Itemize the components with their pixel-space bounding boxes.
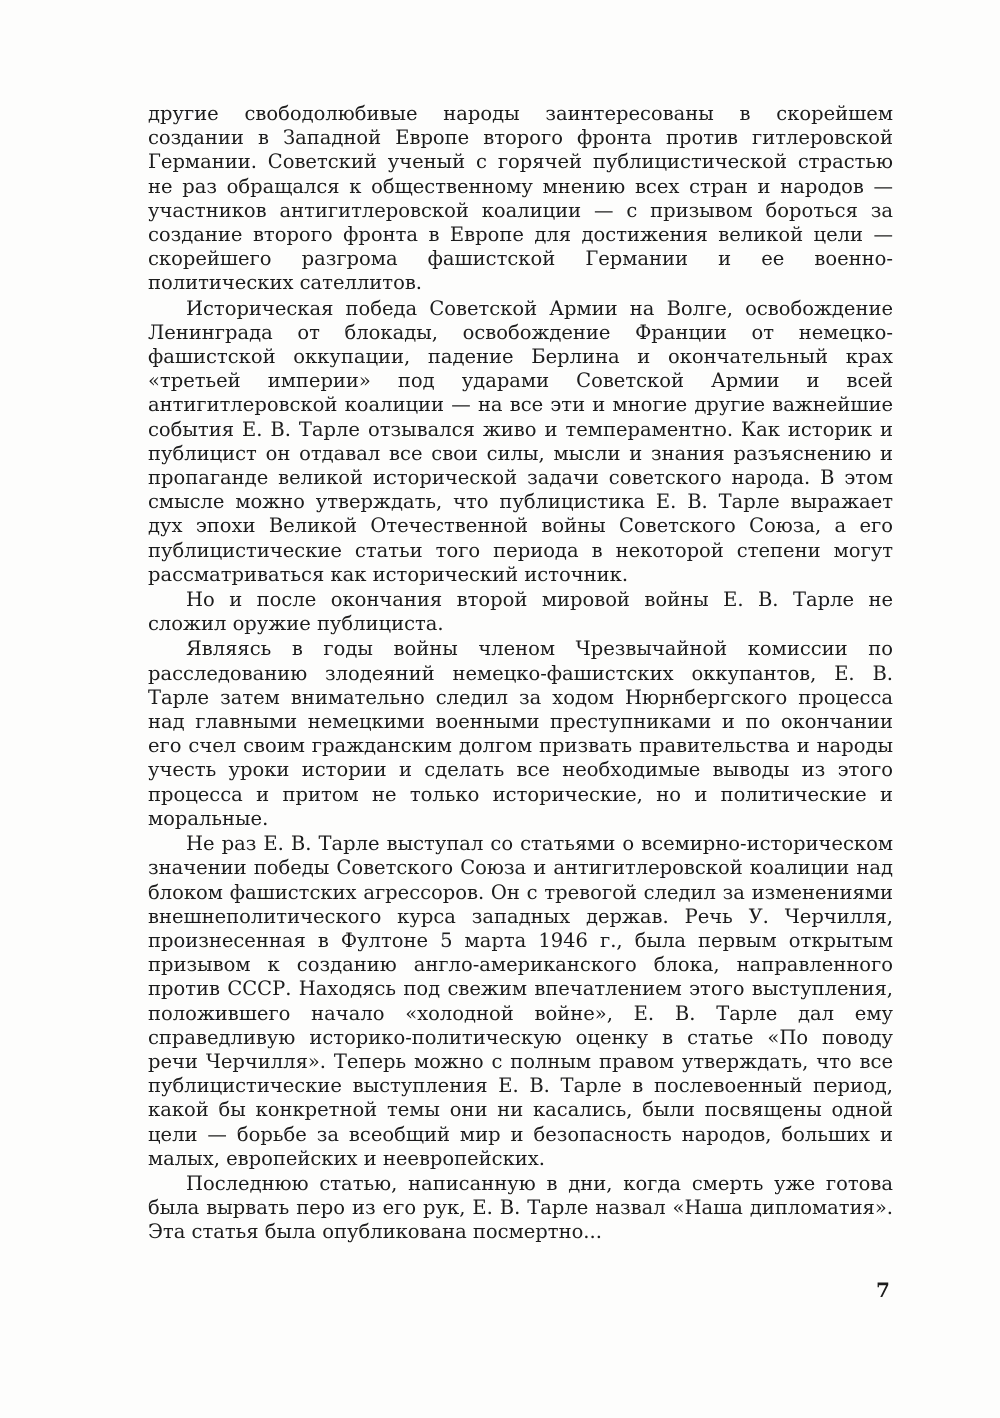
body-text bbox=[148, 102, 893, 1245]
paragraph-6: Последнюю статью, написанную в дни, когда смерть уже готова была вырвать перо из его рук, Е. В. Тарле назвал «Наша дипломатия». Эта статья была опубликована посмертно... bbox=[148, 1171, 893, 1244]
paragraph-1: другие свободолюбивые народы заинтересованы в скорейшем создании в Западной Европе второго фронта против гитлеровской Германии. Советский ученый с горячей публицистической страстью не раз обращался к общественному мнению всех стран и народов — участников антигитлеровской коалиции — с призывом бороться за создание второго фронта в Европе для достижения великой цели — скорейшего разгрома фашистской Германии и ее военно-политических сателлитов. bbox=[148, 102, 893, 295]
page-number: 7 bbox=[876, 1278, 890, 1302]
paragraph-2: Историческая победа Советской Армии на Волге, освобождение Ленинграда от блокады, освобождение Франции от немецко-фашистской оккупации, падение Берлина и окончательный крах «третьей империи» под ударами Советской Армии и всей антигитлеровской коалиции — на все эти и многие другие важнейшие события Е. В. Тарле отзывался живо и темпераментно. Как историк и публицист он отдавал все свои силы, мысли и знания разъяснению и пропаганде великой исторической задачи советского народа. В этом смысле можно утверждать, что публицистика Е. В. Тарле выражает дух эпохи Великой Отечественной войны Советского Союза, а его публицистические статьи того периода в некоторой степени могут рассматриваться как исторический источник. bbox=[148, 296, 893, 586]
paragraph-4: Являясь в годы войны членом Чрезвычайной комиссии по расследованию злодеяний немецко-фашистских оккупантов, Е. В. Тарле затем внимательно следил за ходом Нюрнбергского процесса над главными немецкими военными преступниками и по окончании его счел своим гражданским долгом призвать правительства и народы учесть уроки истории и сделать все необходимые выводы из этого процесса и притом не только исторические, но и политические и моральные. bbox=[148, 637, 893, 830]
paragraph-5: Не раз Е. В. Тарле выступал со статьями о всемирно-историческом значении победы Советского Союза и антигитлеровской коалиции над блоком фашистских агрессоров. Он с тревогой следил за изменениями внешнеполитического курса западных держав. Речь У. Черчилля, произнесенная в Фултоне 5 марта 1946 г., была первым открытым призывом к созданию англо-американского блока, направленного против СССР. Находясь под свежим впечатлением этого выступления, положившего начало «холодной войне», Е. В. Тарле дал ему справедливую историко-политическую оценку в статье «По поводу речи Черчилля». Теперь можно с полным правом утверждать, что все публицистические выступления Е. В. Тарле в послевоенный период, какой бы конкретной темы они ни касались, были посвящены одной цели — борьбе за всеобщий мир и безопасность народов, больших и малых, европейских и неевропейских. bbox=[148, 832, 893, 1170]
paragraph-3: Но и после окончания второй мировой войны Е. В. Тарле не сложил оружие публициста. bbox=[148, 588, 893, 636]
